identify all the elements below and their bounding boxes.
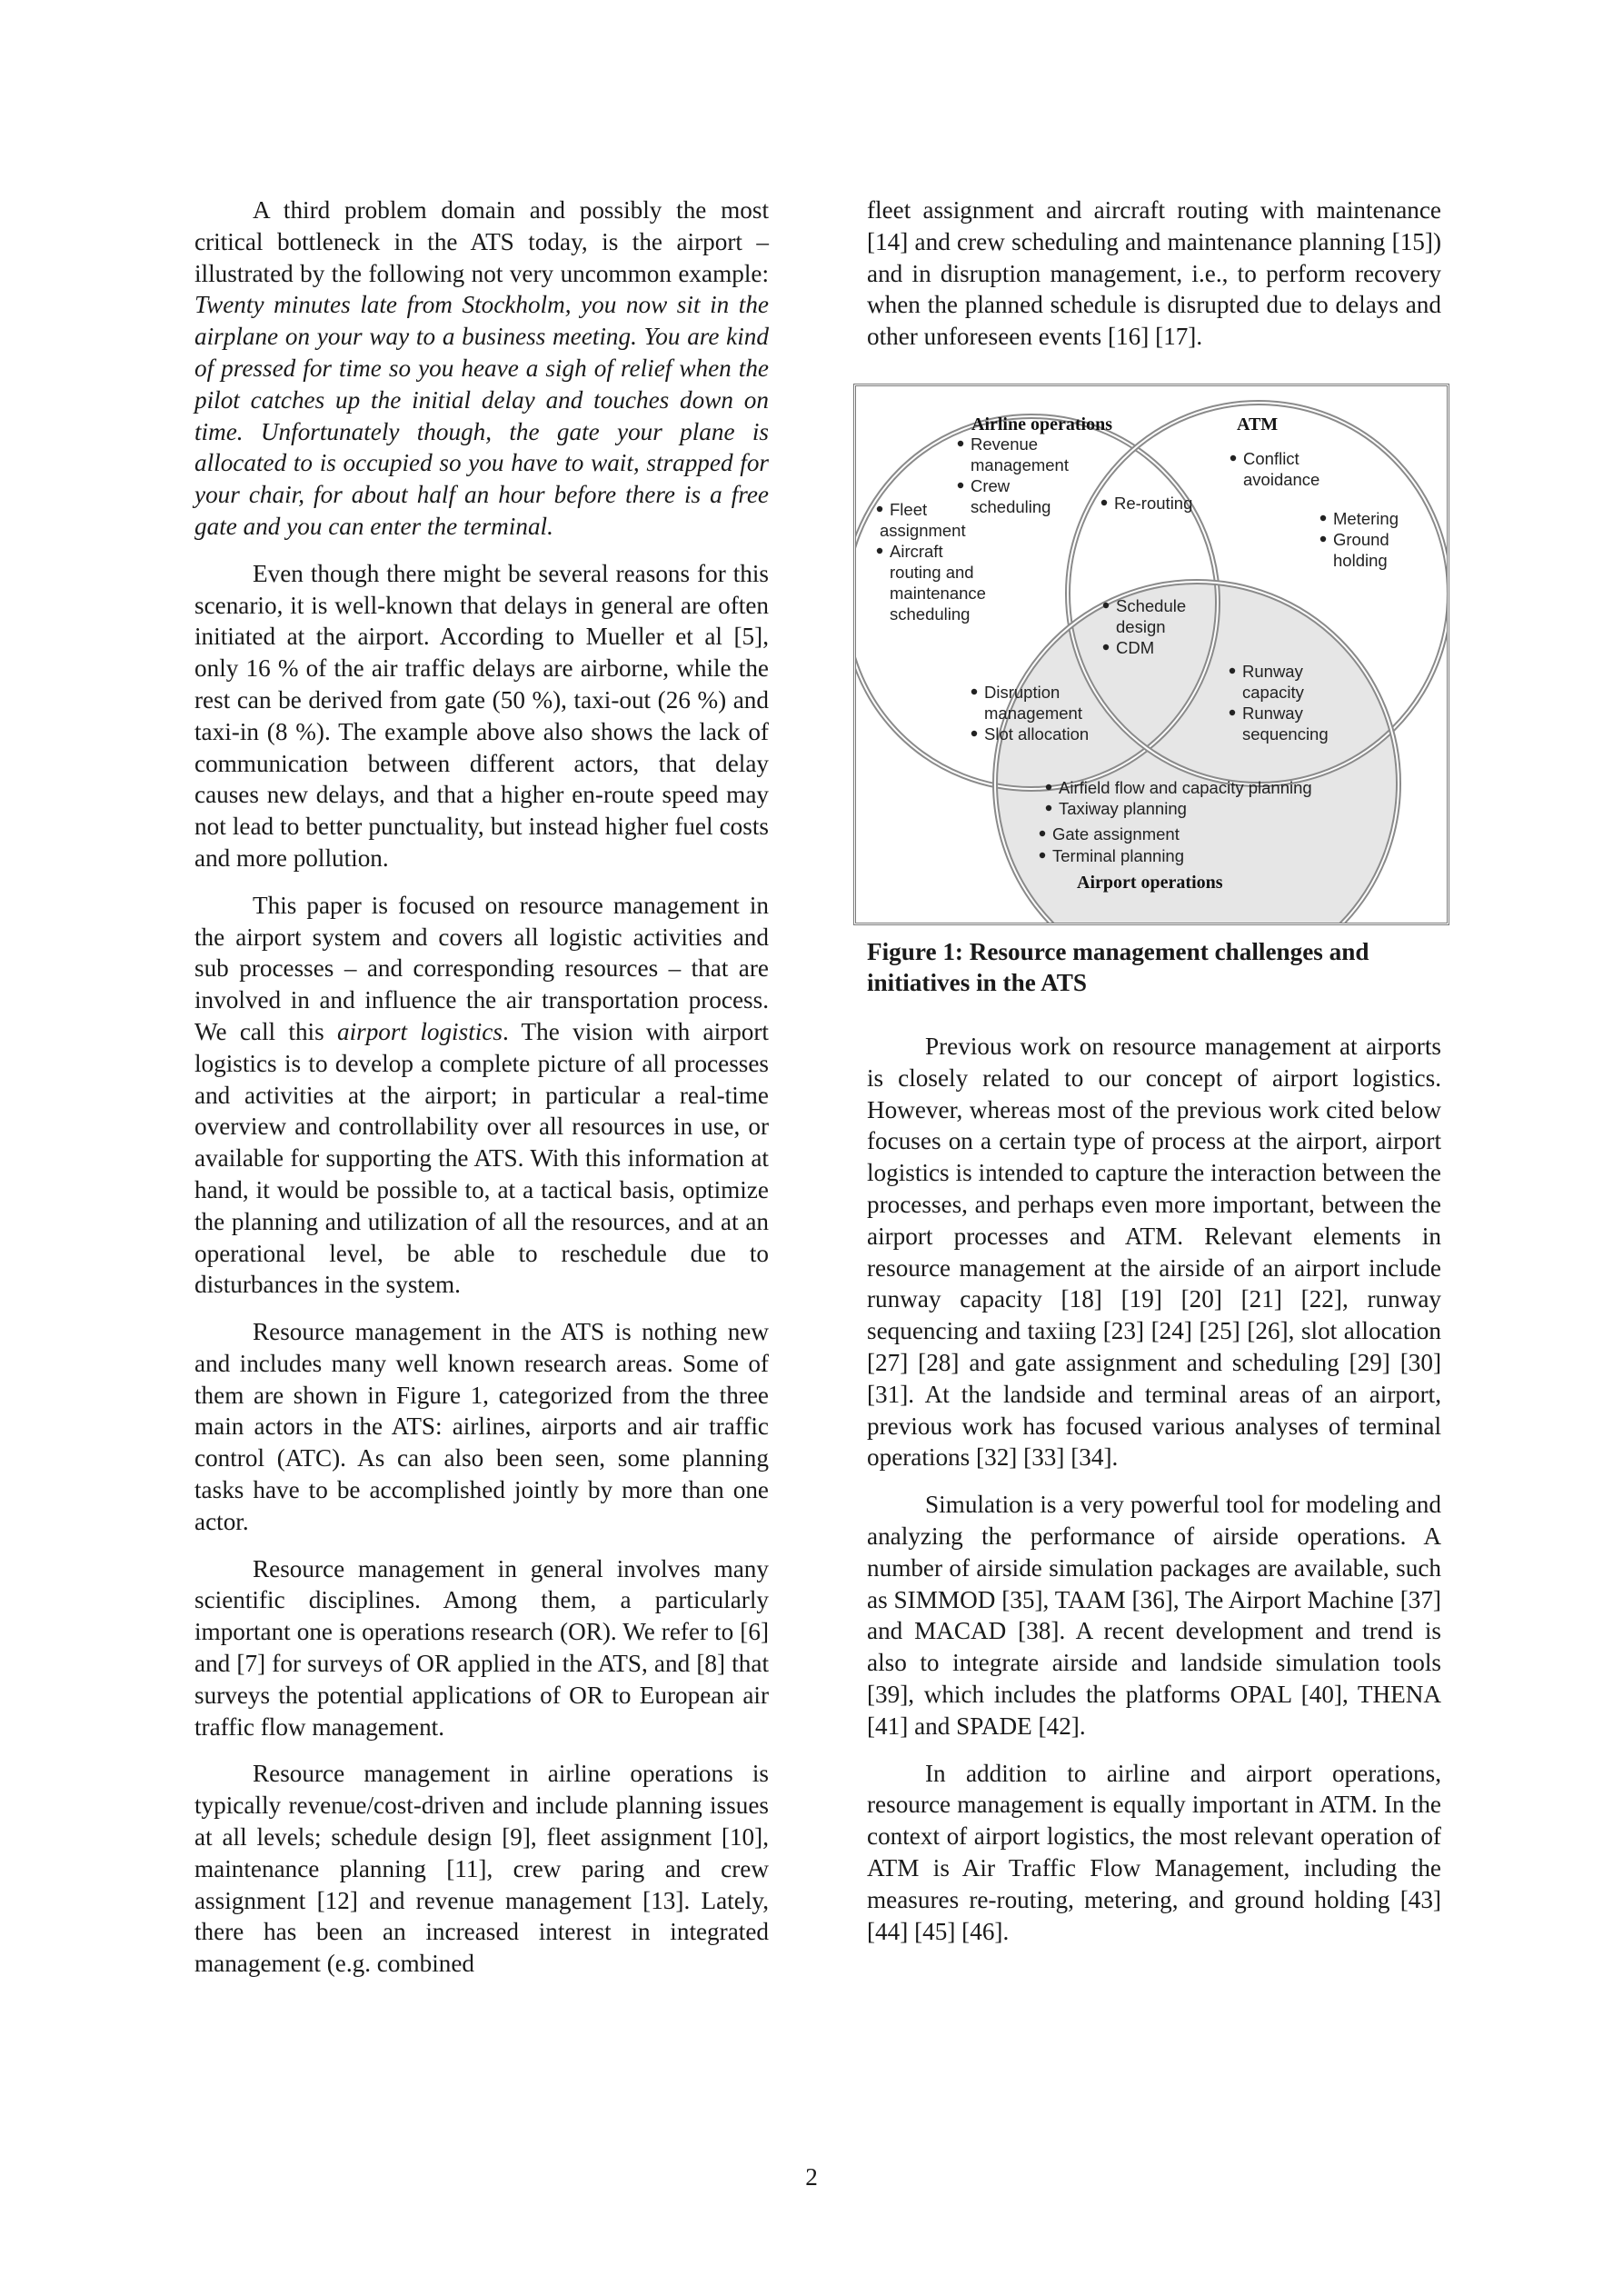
airport-circle-fill: [995, 582, 1399, 923]
bullet-icon: [958, 483, 963, 488]
bullet-icon: [971, 689, 977, 694]
bullet-icon: [1046, 784, 1051, 790]
item-airfield: Airfield flow and capacity planning: [1059, 777, 1312, 797]
item-crew-cont: scheduling: [971, 496, 1051, 516]
item-disruption-cont: management: [984, 703, 1082, 723]
bullet-icon: [1230, 455, 1236, 461]
paragraph-resource-management-ats: Resource management in the ATS is nothing new and includes many well known research areas. Some of them are shown in Figure 1, categorized from the three main actors in the ATS: airlines, airports and air traffic control (ATC). As can also been seen, some planning tasks have to be accomplished jointly by more than one actor.: [194, 1318, 769, 1535]
paragraph-continued: fleet assignment and aircraft routing with maintenance [14] and crew scheduling and maintenance planning [15]) and in disruption management, i.e., to perform recovery when the planned schedule is disrupted due to delays and other unforeseen events [16] [17].: [867, 196, 1441, 351]
airline-atm-overlap: [1101, 494, 1193, 513]
item-conflict: Conflict: [1243, 448, 1299, 468]
item-gate: Gate assignment: [1052, 824, 1180, 844]
atm-items: [1230, 449, 1399, 570]
item-runway-sequencing-cont: sequencing: [1242, 724, 1329, 744]
item-conflict-cont: avoidance: [1243, 469, 1320, 489]
bullet-icon: [1046, 805, 1051, 811]
bullet-icon: [1320, 515, 1326, 521]
bullet-icon: [1103, 603, 1109, 608]
paragraph-simulation: Simulation is a very powerful tool for modeling and analyzing the performance of airside operations. A number of airside simulation packages are available, such as SIMMOD [35], TAAM [36], The Airport Machine [37] and MACAD [38]. A recent development and trend is also to integrate airside and landside simulation tools [39], which includes the platforms OPAL [40], THENA [41] and SPADE [42].: [867, 1491, 1441, 1740]
italic-example: Twenty minutes late from Stockholm, you now sit in the airplane on your way to a business meeting. You are kind of pressed for time so you heave a sigh of relief when the pilot catches up the initial delay and touches down on time. Unfortunately though, the gate your plane is allocated to is occupied so you have to wait, strapped for your chair, for about half an hour before there is a free gate and you can enter the terminal.: [194, 291, 769, 540]
item-terminal: Terminal planning: [1052, 845, 1185, 865]
item-aircraft-cont: routing and: [890, 562, 974, 582]
item-rerouting: Re-routing: [1114, 493, 1193, 513]
item-runway-sequencing: Runway: [1242, 703, 1303, 723]
bullet-icon: [1230, 710, 1235, 715]
bullet-icon: [877, 548, 882, 554]
paragraph-airport-example: [194, 195, 769, 543]
paragraph-text: A third problem domain and possibly the most critical bottleneck in the ATS today, is the airport – illustrated by the following not very uncommon example:: [194, 196, 769, 287]
item-fleet-cont: assignment: [880, 520, 966, 540]
bullet-icon: [958, 441, 963, 446]
bullet-icon: [971, 731, 977, 736]
bullet-icon: [1040, 831, 1045, 836]
paragraph-delays: Even though there might be several reasons for this scenario, it is well-known that delays in general are often initiated at the airport. According to Mueller et al [5], only 16 % of the air traffic delays are airborne, while the rest can be derived from gate (50 %), taxi-out (26 %) and taxi-in (8 %). The example above also shows the lack of communication between different actors, that delay causes new delays, and that a higher en-route speed may not lead to better punctuality, but instead higher fuel costs and more pollution.: [194, 559, 769, 872]
bullet-icon: [1230, 668, 1235, 674]
item-metering: Metering: [1333, 508, 1399, 528]
item-schedule-design-cont: design: [1116, 616, 1166, 636]
right-column: [867, 195, 1441, 1962]
bullet-icon: [1040, 853, 1045, 858]
item-disruption: Disruption: [984, 682, 1060, 702]
paragraph-paper-focus: [194, 890, 769, 1301]
item-aircraft-cont: maintenance: [890, 583, 986, 603]
item-ground-holding-cont: holding: [1333, 550, 1388, 570]
bullet-icon: [1103, 644, 1109, 650]
item-ground-holding: Ground: [1333, 529, 1389, 549]
atm-title: ATM: [1237, 414, 1279, 434]
venn-diagram-svg: [856, 386, 1447, 923]
airline-operations-title: Airline operations: [971, 414, 1112, 434]
left-column: [194, 195, 769, 1995]
italic-term: airport logistics: [336, 1017, 503, 1045]
bullet-icon: [877, 506, 882, 512]
paragraph-text: . The vision with airport logistics is to develop a complete picture of all processes and activities at the airport; in particular a real-time overview and controllability over all resources in use, or available for supporting the ATS. With this information at hand, it would be possible to, at a tactical basis, optimize the planning and utilization of all the resources, and at an operational level, be able to reschedule due to disturbances in the system.: [194, 1017, 769, 1299]
paragraph-operations-research: Resource management in general involves many scientific disciplines. Among them, a particularly important one is operations research (OR). We refer to [6] and [7] for surveys of OR applied in the ATS, and [8] that surveys the potential applications of OR to European air traffic flow management.: [194, 1554, 769, 1741]
paragraph-atm: In addition to airline and airport operations, resource management is equally important in ATM. In the context of airport logistics, the most relevant operation of ATM is Air Traffic Flow Management, including the measures re-routing, metering, and ground holding [43] [44] [45] [46].: [867, 1759, 1441, 1945]
item-revenue-cont: management: [971, 454, 1069, 474]
airport-operations-title: Airport operations: [1077, 872, 1223, 893]
bullet-icon: [1320, 536, 1326, 542]
item-taxiway: Taxiway planning: [1059, 798, 1187, 818]
paragraph-airline-operations: Resource management in airline operations is typically revenue/cost-driven and include planning issues at all levels; schedule design [9], fleet assignment [10], maintenance planning [11], crew paring and crew assignment [12] and revenue management [13]. Lately, there has been an increased interest in integrated management (e.g. combined: [194, 1760, 769, 1978]
item-schedule-design: Schedule: [1116, 595, 1187, 615]
item-aircraft: Aircraft: [890, 541, 943, 561]
page-number: 2: [805, 2163, 818, 2191]
figure-caption: Figure 1: Resource management challenges and initiatives in the ATS: [867, 937, 1369, 996]
item-cdm: CDM: [1116, 637, 1155, 657]
item-aircraft-cont: scheduling: [890, 604, 971, 624]
paragraph-text: This paper is focused on resource management in the airport system and covers all logistic activities and sub processes – and corresponding resources – that are involved in and influence the air transportation process. We call this: [194, 891, 769, 1045]
item-fleet: Fleet: [890, 499, 928, 519]
item-crew: Crew: [971, 475, 1011, 495]
figure-venn-diagram: [853, 384, 1449, 925]
paragraph-previous-work: Previous work on resource management at airports is closely related to our concept of airport logistics. However, whereas most of the previous work cited below focuses on a certain type of process at the airport, airport logistics is intended to capture the interaction between the processes, and perhaps even more important, between the airport processes and ATM. Relevant elements in resource management at the airside of an airport include runway capacity [18] [19] [20] [21] [22], runway sequencing and taxiing [23] [24] [25] [26], slot allocation [27] [28] and gate assignment and scheduling [29] [30] [31]. At the landside and terminal areas of an airport, previous work has focused various analyses of terminal operations [32] [33] [34].: [867, 1032, 1441, 1472]
bullet-icon: [1101, 500, 1107, 505]
item-revenue: Revenue: [971, 434, 1039, 454]
item-runway-capacity-cont: capacity: [1242, 682, 1304, 702]
item-runway-capacity: Runway: [1242, 661, 1303, 681]
item-slot-allocation: Slot allocation: [984, 724, 1090, 744]
